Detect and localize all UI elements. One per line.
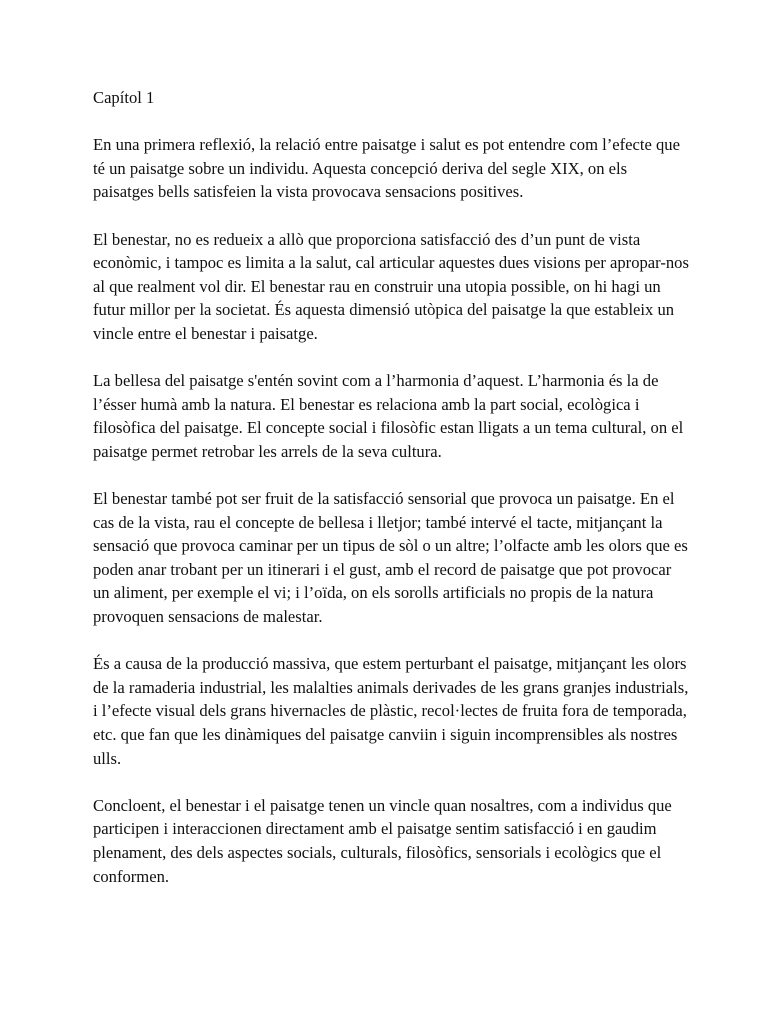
document-body [93, 86, 689, 912]
paragraph: El benestar també pot ser fruit de la satisfacció sensorial que provoca un paisatge. En el cas de la vista, rau el concepte de bellesa i lletjor; també intervé el tacte, mitjançant la sensació que provoca caminar per un tipus de sòl o un altre; l’olfacte amb les olors que es poden anar trobant per un itinerari i el gust, amb el record de paisatge que pot provocar un aliment, per exemple el vi; i l’oïda, on els sorolls artificials no propis de la natura provoquen sensacions de malestar. [93, 489, 688, 627]
paragraph: En una primera reflexió, la relació entre paisatge i salut es pot entendre com l’efecte que té un paisatge sobre un individu. Aquesta concepció deriva del segle XIX, on els paisatges bells satisfeien la vista provocava sensacions positives. [93, 135, 680, 202]
paragraph: El benestar, no es redueix a allò que proporciona satisfacció des d’un punt de vista econòmic, i tampoc es limita a la salut, cal articular aquestes dues visions per apropar-nos al que realment vol dir. El benestar rau en construir una utopia possible, on hi hagi un futur millor per la societat. És aquesta dimensió utòpica del paisatge la que estableix un vincle entre el benestar i paisatge. [93, 229, 689, 343]
paragraph: Concloent, el benestar i el paisatge tenen un vincle quan nosaltres, com a individus que participen i interaccionen directament amb el paisatge sentim satisfacció i en gaudim plenament, des dels aspectes socials, culturals, filosòfics, sensorials i ecològics que el conformen. [93, 795, 672, 886]
paragraph: És a causa de la producció massiva, que estem perturbant el paisatge, mitjançant les olors de la ramaderia industrial, les malalties animals derivades de les grans granjes industrials, i l’efecte visual dels grans hivernacles de plàstic, recol·lectes de fruita fora de temporada, etc. que fan que les dinàmiques del paisatge canviin i siguin incomprensibles als nostres ulls. [93, 654, 689, 768]
paragraph: La bellesa del paisatge s'entén sovint com a l’harmonia d’aquest. L’harmonia és la de l’ésser humà amb la natura. El benestar es relaciona amb la part social, ecològica i filosòfica del paisatge. El concepte social i filosòfic estan lligats a un tema cultural, on el paisatge permet retrobar les arrels de la seva cultura. [93, 371, 684, 461]
chapter-heading: Capítol 1 [93, 88, 155, 107]
